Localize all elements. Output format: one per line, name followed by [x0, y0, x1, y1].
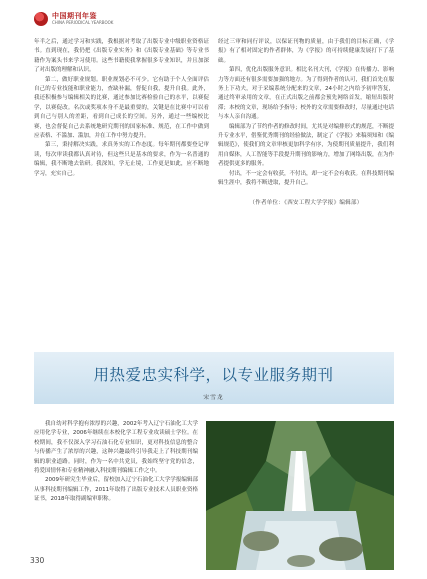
paragraph: 年半之后，通过学习和实践，我根据对考取了出版专业中级职业资格证书。直到现在，我仍把《出版专业实务》和《出版专业基础》等专业书籍作为案头书来学习使用。这些书籍使我掌握很多专业知识，并且加深了对出版的理解和认识。: [34, 39, 209, 74]
left-column-bottom: [34, 420, 198, 548]
yearbook-title-en: CHINA PERIODICAL YEARBOOK: [52, 20, 114, 25]
article-title: 用热爱忠实科学，以专业服务期刊: [93, 366, 334, 384]
waterfall-landscape-illustration: [206, 421, 394, 570]
page-header: [34, 10, 394, 32]
paragraph: 第四，优化出版服务意识。相比名刊大刊，《学报》在传播力、影响力等方面还有很多需要加强的地方。为了得到作者的认可，我们首先在服务上下功夫，对于采编系统分配来的文章，24小时之内给予初审答复，通过终审录用的文章，在正式出版之前都会预先网络首发，缩短出版时滞；本校的文章，现场给予指导；校外的文章需要修改时，尽量通过电话与本人亲自沟通。: [218, 67, 394, 121]
paragraph: 第三，秉持解决实践，求真务实的工作态度。每年期刊都要登记审读，每次审读我都认真对待，但这些只是基本的要求，作为一名普通的编辑，我不断地去钻研。我深知，学无止境，工作更是如此，应不断地学习，充实自己。: [34, 142, 209, 177]
paragraph: 2009年研究生毕业后，留校加入辽宁石油化工大学学报编辑部从事科技期刊编辑工作，2011年取得了出版专业技术人员职业资格证书，2018年取得副编审职称。: [34, 477, 198, 503]
paragraph: 编辑部为了节约作者的修改时间，尤其是对编排形式的规范，不断提升专业水平，借鉴优秀期刊的经验做法，制定了《学报》来稿须知和《编辑规范》，使我们的文章审核更加科学有序，为使期刊质量提升，我们利用自媒体，人工智能等手段提升期刊的影响力，增加了网络出版，在为作者提供更多的服务。: [218, 123, 394, 168]
yearbook-title-cn: 中国期刊年鉴: [52, 12, 97, 20]
left-column-top: [34, 38, 209, 300]
article-author: 宋雪龙: [203, 395, 224, 401]
paragraph: 经过三审和同行评议，以保证刊物的质量，由于我们的目标正确，《学报》有了相对固定的作者群体，为《学报》的可持续健康发展打下了基础。: [218, 39, 394, 64]
right-column-top: [218, 38, 394, 300]
author-affiliation-note: （作者单位：《西安工程大学学报》编辑部）: [249, 199, 363, 206]
paragraph: 我自幼对科学抱有浓厚的兴趣，2002年考入辽宁石油化工大学应用化学专业，2006年继续在本校化学工程专业攻读硕士学位。在校期间，我不仅深入学习石油石化专业知识，更对科技信息的整合与传播产生了浓厚的兴趣，这种兴趣最终引导我走上了科技期刊编辑的职业道路。同时，作为一名中共党员，我始终坚守党的信念，将爱国情怀和专业精神融入科技期刊编辑工作之中。: [34, 421, 198, 475]
waterfall-landscape-photo: [206, 421, 394, 570]
yearbook-logo-icon: [34, 12, 48, 26]
paragraph: 第二，做好职业规划。职业规划必不可少。它有助于个人全面评估自己的专业技能和职业能力，查缺补漏，督促自我，提升自我。此外，我还积极参与编辑相关的比赛，通过参加比赛检验自己的水平，以赛促学，以赛促改。名次或奖项本身不是最重要的，关键是在比赛中可以看到自己与别人的差距，看到自己成长的空间。另外，通过一些编校比赛，也会督促自己去系统地研究期刊的国家标准、规范，在工作中做到应表格、不滥加、滥加，并在工作中努力提升。: [34, 76, 209, 140]
page-number: 330: [30, 556, 45, 565]
paragraph: 付出，不一定会有收获，不付出，却一定不会有收获。在科技期刊编辑生涯中，我将不断进取，提升自己。: [218, 170, 394, 187]
